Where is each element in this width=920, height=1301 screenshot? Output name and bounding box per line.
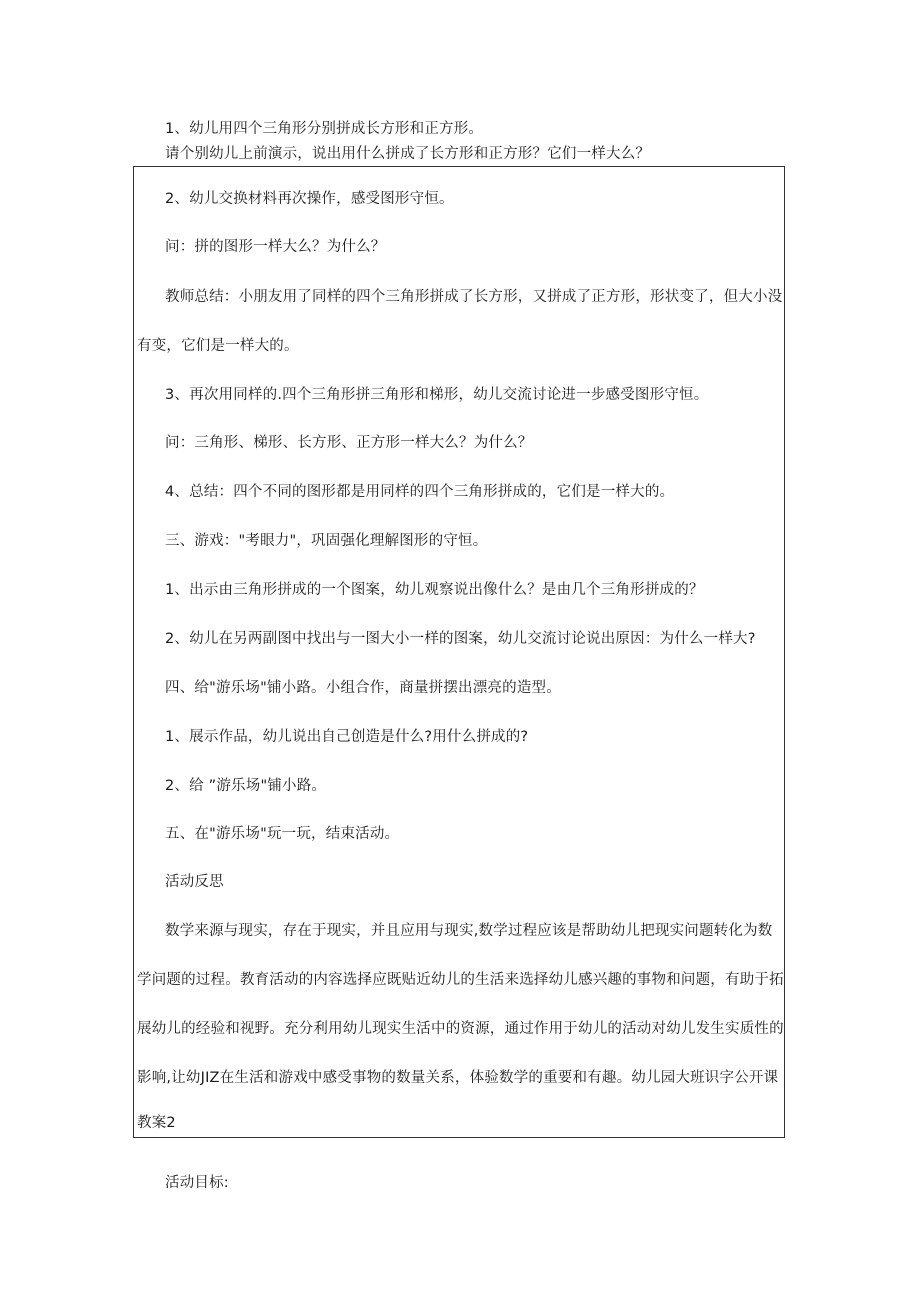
goal-heading: 活动目标:	[165, 1175, 229, 1191]
reflection-line: 学问题的过程。教育活动的内容选择应既贴近幼儿的生活来选择幼儿感兴趣的事物和问题，有助于拓	[137, 972, 784, 988]
reflection-line: 影响,让幼JIZ在生活和游戏中感受事物的数量关系，体验数学的重要和有趣。幼儿园大班识字公开课	[137, 1070, 779, 1086]
paragraph: 教师总结：小朋友用了同样的四个三角形拼成了长方形，又拼成了正方形，形状变了，但大小没	[165, 289, 783, 305]
paragraph: 问：三角形、梯形、长方形、正方形一样大么？为什么？	[165, 435, 533, 451]
paragraph: 有变，它们是一样大的。	[137, 338, 299, 354]
paragraph: 三、游戏："考眼力"，巩固强化理解图形的守恒。	[165, 533, 488, 549]
paragraph: 问：拼的图形一样大么？为什么？	[165, 239, 386, 255]
paragraph: 1、出示由三角形拼成的一个图案，幼儿观察说出像什么？是由几个三角形拼成的？	[165, 582, 704, 598]
paragraph: 2、幼儿交换材料再次操作，感受图形守恒。	[165, 191, 454, 207]
reflection-line: 展幼儿的经验和视野。充分利用幼儿现实生活中的资源，通过作用于幼儿的活动对幼儿发生实质性的	[137, 1021, 784, 1037]
intro-line-1: 1、幼儿用四个三角形分别拼成长方形和正方形。	[165, 121, 484, 137]
paragraph: 2、幼儿在另两副图中找出与一图大小一样的图案，幼儿交流讨论说出原因：为什么一样大?	[165, 631, 756, 647]
paragraph: 3、再次用同样的.四个三角形拼三角形和梯形，幼儿交流讨论进一步感受图形守恒。	[165, 387, 709, 403]
reflection-line: 教案2	[137, 1115, 176, 1131]
paragraph: 2、给 ”游乐场"铺小路。	[165, 778, 327, 794]
intro-line-2: 请个别幼儿上前演示，说出用什么拼成了长方形和正方形？它们一样大么？	[165, 146, 651, 162]
section-heading: 活动反思	[165, 874, 224, 890]
content-box	[133, 166, 785, 1138]
paragraph: 4、总结：四个不同的图形都是用同样的四个三角形拼成的，它们是一样大的。	[165, 484, 675, 500]
paragraph: 五、在"游乐场"玩一玩，结束活动。	[165, 826, 400, 842]
paragraph: 四、给"游乐场"铺小路。小组合作，商量拼摆出漂亮的造型。	[165, 680, 561, 696]
paragraph: 1、展示作品，幼儿说出自己创造是什么?用什么拼成的?	[165, 729, 529, 745]
reflection-line: 数学来源与现实，存在于现实，并且应用与现实,数学过程应该是帮助幼儿把现实问题转化为数	[165, 923, 773, 939]
